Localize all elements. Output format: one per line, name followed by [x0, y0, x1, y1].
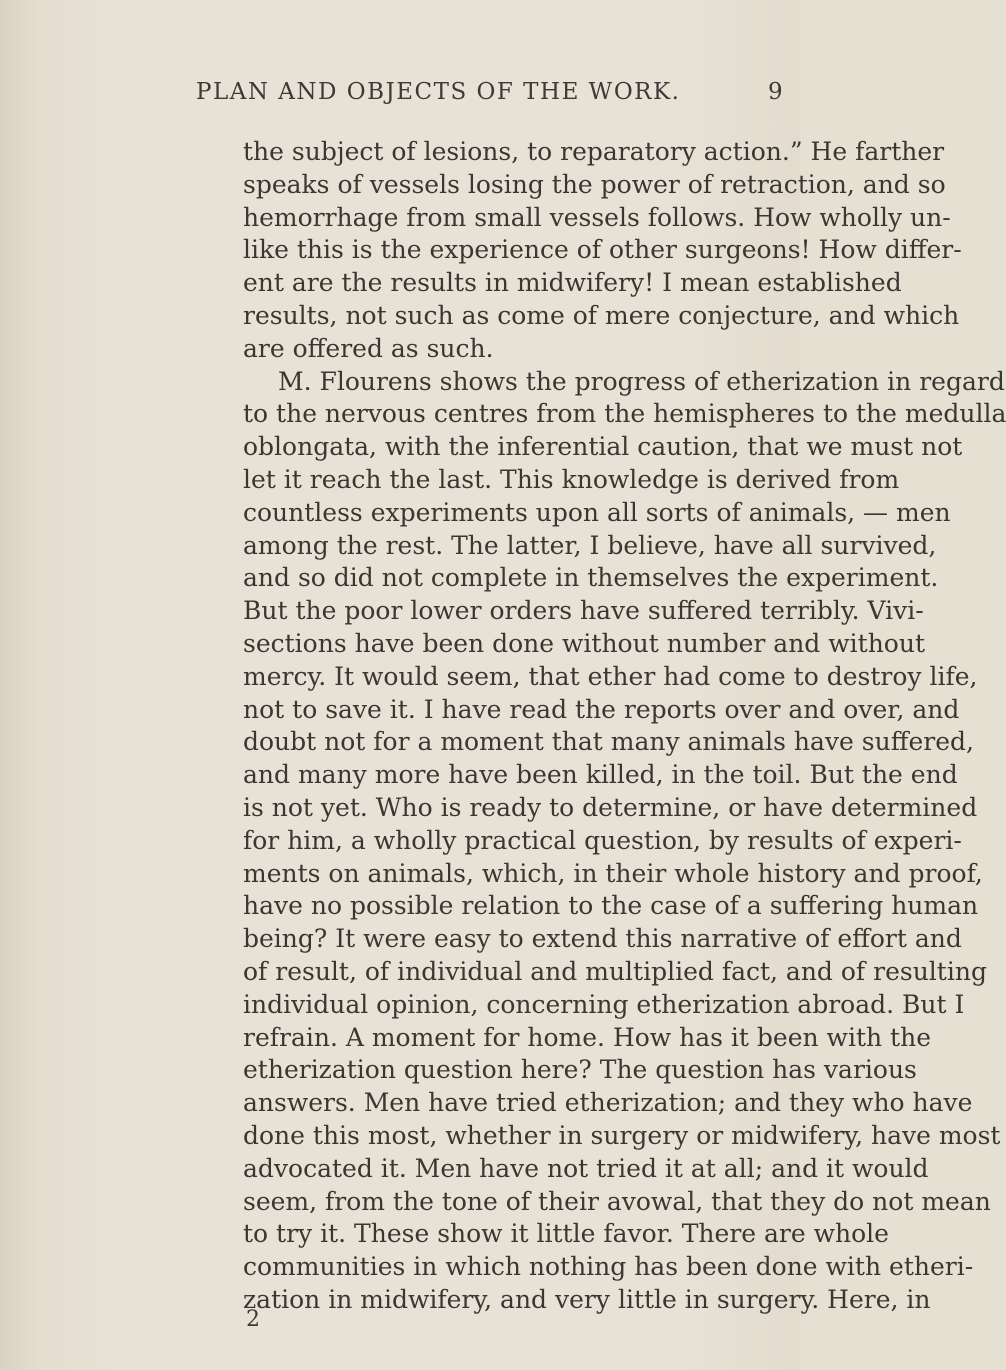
- text-line: M. Flourens shows the progress of etherization in regard: [278, 366, 1005, 396]
- text-line: doubt not for a moment that many animals have suffered,: [243, 727, 974, 757]
- text-line: let it reach the last. This knowledge is derived from: [243, 464, 900, 494]
- text-line: mercy. It would seem, that ether had come to destroy life,: [243, 661, 978, 691]
- text-line: done this most, whether in surgery or midwifery, have most: [243, 1120, 1001, 1150]
- text-line: being? It were easy to extend this narrative of effort and: [243, 924, 962, 954]
- text-line: for him, a wholly practical question, by results of experi-: [243, 825, 962, 855]
- text-line: advocated it. Men have not tried it at all; and it would: [243, 1153, 929, 1183]
- text-line: among the rest. The latter, I believe, have all survived,: [243, 530, 937, 560]
- text-line: the subject of lesions, to reparatory action.” He farther: [243, 137, 945, 166]
- text-line: results, not such as come of mere conjecture, and which: [243, 300, 960, 330]
- text-line: ent are the results in midwifery! I mean established: [243, 268, 902, 298]
- text-line: to the nervous centres from the hemispheres to the medulla: [243, 399, 1006, 429]
- text-line: communities in which nothing has been done with etheri-: [243, 1252, 974, 1282]
- page-number: 9: [768, 79, 785, 105]
- text-line: countless experiments upon all sorts of animals, — men: [243, 497, 951, 527]
- text-line: speaks of vessels losing the power of retraction, and so: [243, 169, 946, 199]
- text-line: not to save it. I have read the reports over and over, and: [243, 694, 960, 724]
- text-line: answers. Men have tried etherization; and they who have: [243, 1088, 973, 1118]
- text-line: ments on animals, which, in their whole history and proof,: [243, 858, 983, 888]
- signature-mark: 2: [246, 1307, 260, 1332]
- text-line: individual opinion, concerning etherization abroad. But I: [243, 989, 965, 1019]
- running-title: PLAN AND OBJECTS OF THE WORK.: [196, 79, 681, 105]
- text-line: and many more have been killed, in the toil. But the end: [243, 760, 958, 790]
- text-line: zation in midwifery, and very little in surgery. Here, in: [243, 1284, 931, 1314]
- text-line: sections have been done without number and without: [243, 628, 925, 658]
- text-line: is not yet. Who is ready to determine, or have determined: [243, 792, 978, 822]
- body-text: [243, 136, 1006, 1317]
- text-line: refrain. A moment for home. How has it been with the: [243, 1022, 931, 1052]
- text-line: and so did not complete in themselves the experiment.: [243, 563, 939, 593]
- text-line: are offered as such.: [243, 333, 494, 363]
- text-line: to try it. These show it little favor. There are whole: [243, 1219, 889, 1249]
- text-line: of result, of individual and multiplied fact, and of resulting: [243, 956, 987, 986]
- text-line: like this is the experience of other surgeons! How differ-: [243, 235, 962, 265]
- text-line: oblongata, with the inferential caution, that we must not: [243, 432, 963, 462]
- text-line: seem, from the tone of their avowal, that they do not mean: [243, 1186, 991, 1216]
- text-line: have no possible relation to the case of a suffering human: [243, 891, 979, 921]
- text-line: etherization question here? The question has various: [243, 1055, 917, 1085]
- text-line: But the poor lower orders have suffered terribly. Vivi-: [243, 596, 924, 626]
- text-line: hemorrhage from small vessels follows. How wholly un-: [243, 202, 951, 232]
